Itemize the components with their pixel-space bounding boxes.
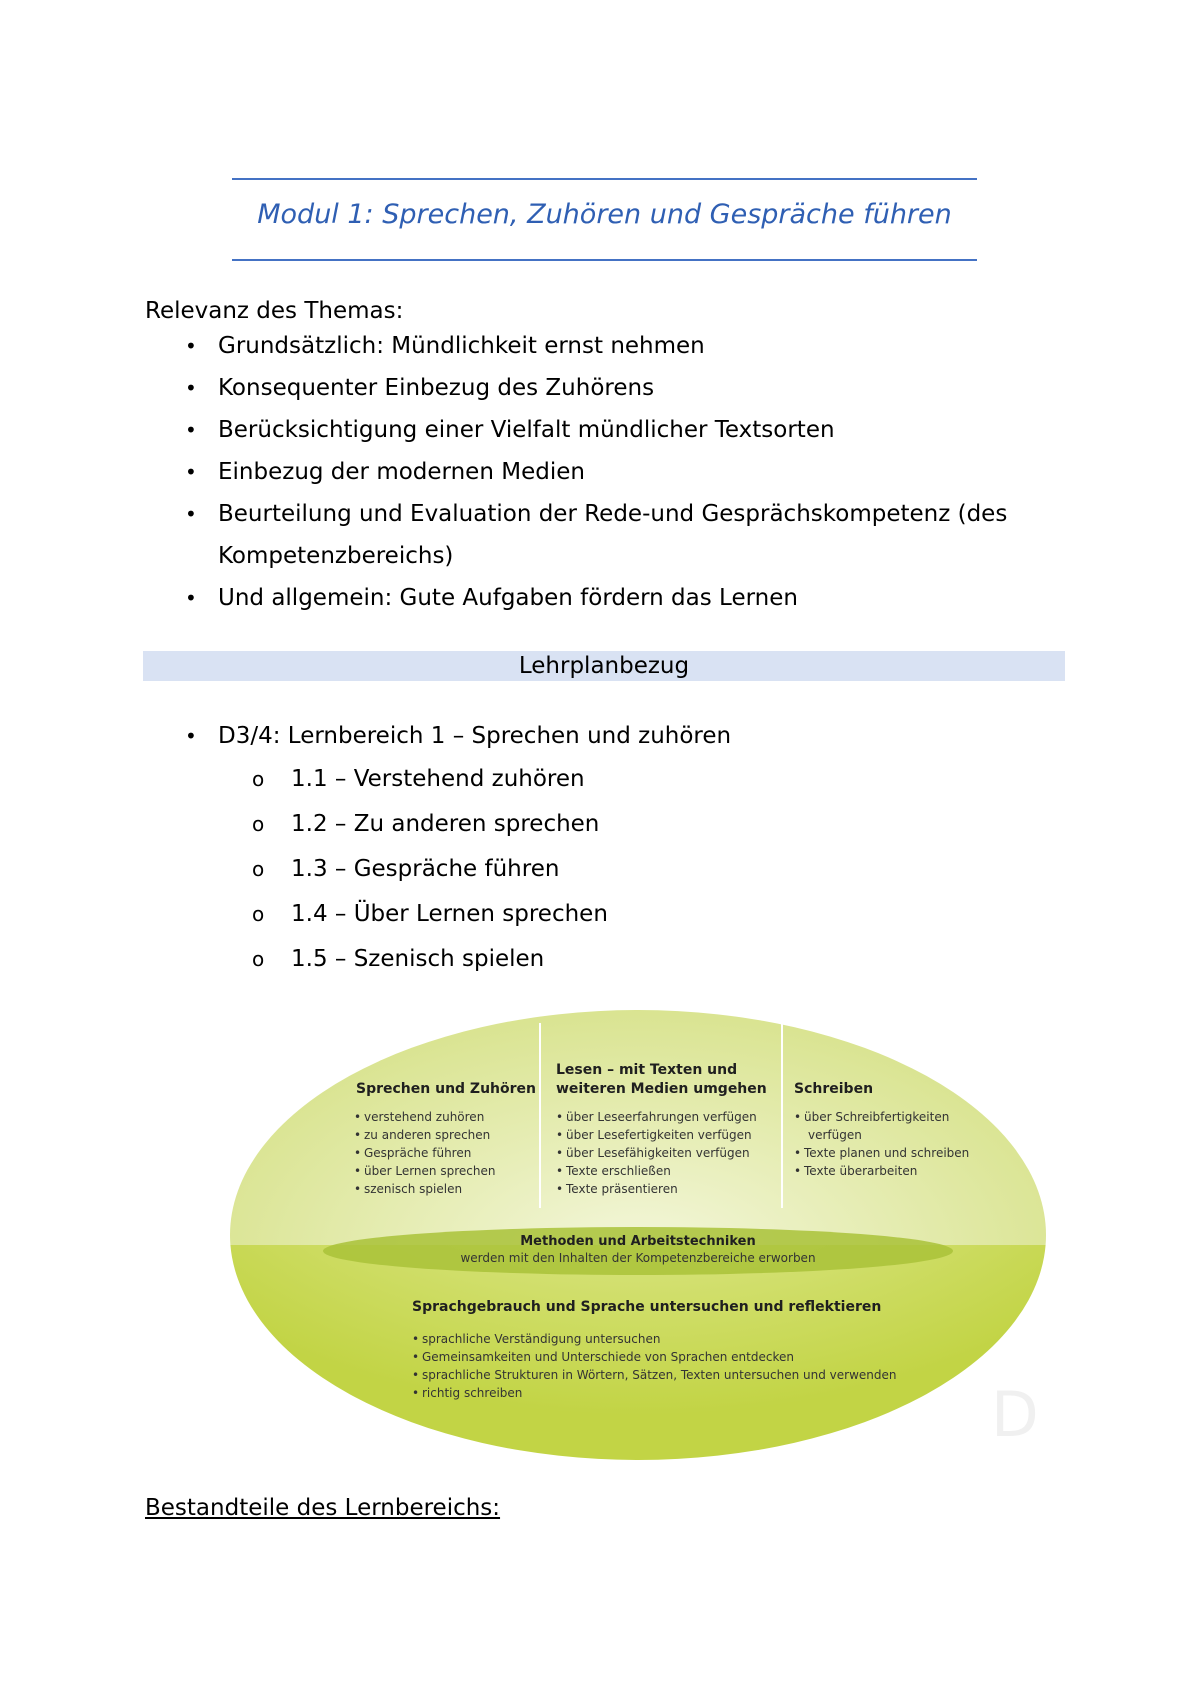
col2-bullets: [556, 1110, 563, 1196]
col2-item: Texte präsentieren: [566, 1182, 678, 1196]
svg-text:•: •: [556, 1128, 564, 1142]
list-item: • Grundsätzlich: Mündlichkeit ernst nehmen: [145, 325, 1075, 367]
bullet-icon: •: [185, 586, 197, 610]
competence-diagram: [226, 1008, 1050, 1463]
bullet-icon: •: [185, 724, 197, 748]
svg-text:•: •: [354, 1146, 362, 1160]
bullet-icon: •: [185, 376, 197, 400]
relevance-list: [145, 325, 1075, 619]
watermark-letter: D: [991, 1378, 1039, 1451]
col1-bullets: [354, 1110, 361, 1196]
sub-list-item: o 1.4 – Über Lernen sprechen: [218, 892, 1045, 937]
svg-text:•: •: [354, 1110, 362, 1124]
curriculum-sublist: [218, 757, 1045, 982]
col2-item: Texte erschließen: [566, 1164, 671, 1178]
col2-title: weiteren Medien umgehen: [556, 1081, 767, 1097]
circle-bullet-icon: o: [252, 902, 265, 926]
sub-list-item: o 1.2 – Zu anderen sprechen: [218, 802, 1045, 847]
bottom-item: richtig schreiben: [422, 1386, 523, 1400]
circle-bullet-icon: o: [252, 812, 265, 836]
sub-list-item: o 1.1 – Verstehend zuhören: [218, 757, 1045, 802]
svg-text:•: •: [412, 1368, 420, 1382]
bottom-item: Gemeinsamkeiten und Unterschiede von Sprachen entdecken: [422, 1350, 794, 1364]
methods-title: Methoden und Arbeitstechniken: [520, 1234, 756, 1249]
bullet-icon: •: [185, 460, 197, 484]
page-title: Modul 1: Sprechen, Zuhören und Gespräche führen: [257, 199, 952, 230]
relevance-heading: Relevanz des Themas:: [145, 298, 404, 324]
svg-text:•: •: [354, 1182, 362, 1196]
list-item: • Berücksichtigung einer Vielfalt mündlicher Textsorten: [145, 409, 1075, 451]
svg-text:•: •: [556, 1182, 564, 1196]
list-item: • D3/4: Lernbereich 1 – Sprechen und zuhören o 1.1 – Verstehend zuhören o 1.2 – Zu anderen sprechen o 1.3 – Gespräche führen o 1.4 – Über Lernen sprechen o 1.5 – Szenisch spielen: [145, 715, 1045, 982]
circle-bullet-icon: o: [252, 767, 265, 791]
col3-title: Schreiben: [794, 1081, 874, 1097]
svg-text:•: •: [794, 1164, 802, 1178]
col3-item: verfügen: [808, 1128, 862, 1142]
col1-item: zu anderen sprechen: [364, 1128, 491, 1142]
bullet-icon: •: [185, 502, 197, 526]
list-item: • Und allgemein: Gute Aufgaben fördern das Lernen: [145, 577, 1075, 619]
methods-subtitle: werden mit den Inhalten der Kompetenzbereiche erworben: [460, 1251, 816, 1265]
bottom-item: sprachliche Strukturen in Wörtern, Sätzen, Texten untersuchen und verwenden: [422, 1368, 897, 1382]
sub-list-item: o 1.5 – Szenisch spielen: [218, 937, 1045, 982]
curriculum-list: [145, 715, 1045, 982]
bottom-item: sprachliche Verständigung untersuchen: [422, 1332, 661, 1346]
svg-text:•: •: [556, 1146, 564, 1160]
list-item: • Konsequenter Einbezug des Zuhörens: [145, 367, 1075, 409]
svg-text:•: •: [556, 1110, 564, 1124]
bullet-icon: •: [185, 418, 197, 442]
col2-item: über Lesefähigkeiten verfügen: [566, 1146, 750, 1160]
col2-item: über Lesefertigkeiten verfügen: [566, 1128, 752, 1142]
col1-item: über Lernen sprechen: [364, 1164, 496, 1178]
bottom-title: Sprachgebrauch und Sprache untersuchen und reflektieren: [412, 1299, 882, 1315]
circle-bullet-icon: o: [252, 857, 265, 881]
svg-text:•: •: [794, 1110, 802, 1124]
col2-title: Lesen – mit Texten und: [556, 1062, 738, 1078]
col1-item: Gespräche führen: [364, 1146, 472, 1160]
col1-title: Sprechen und Zuhören: [356, 1081, 537, 1097]
section-heading: Lehrplanbezug: [143, 651, 1065, 681]
svg-text:•: •: [794, 1146, 802, 1160]
circle-bullet-icon: o: [252, 947, 265, 971]
svg-text:•: •: [556, 1164, 564, 1178]
col3-item: Texte planen und schreiben: [804, 1146, 970, 1160]
title-rule-bottom: [232, 259, 977, 261]
col1-item: szenisch spielen: [364, 1182, 463, 1196]
col3-item: über Schreibfertigkeiten: [804, 1110, 950, 1124]
list-item: • Beurteilung und Evaluation der Rede-und Gesprächskompetenz (des Kompetenzbereichs): [145, 493, 1075, 577]
svg-text:•: •: [412, 1386, 420, 1400]
svg-text:•: •: [354, 1128, 362, 1142]
col1-item: verstehend zuhören: [364, 1110, 485, 1124]
svg-text:•: •: [354, 1164, 362, 1178]
bullet-icon: •: [185, 334, 197, 358]
col3-item: Texte überarbeiten: [804, 1164, 918, 1178]
list-item: • Einbezug der modernen Medien: [145, 451, 1075, 493]
title-rule-top: [232, 178, 977, 180]
footer-heading: Bestandteile des Lernbereichs:: [145, 1495, 501, 1521]
svg-text:•: •: [412, 1350, 420, 1364]
col2-item: über Leseerfahrungen verfügen: [566, 1110, 757, 1124]
sub-list-item: o 1.3 – Gespräche führen: [218, 847, 1045, 892]
svg-text:•: •: [412, 1332, 420, 1346]
